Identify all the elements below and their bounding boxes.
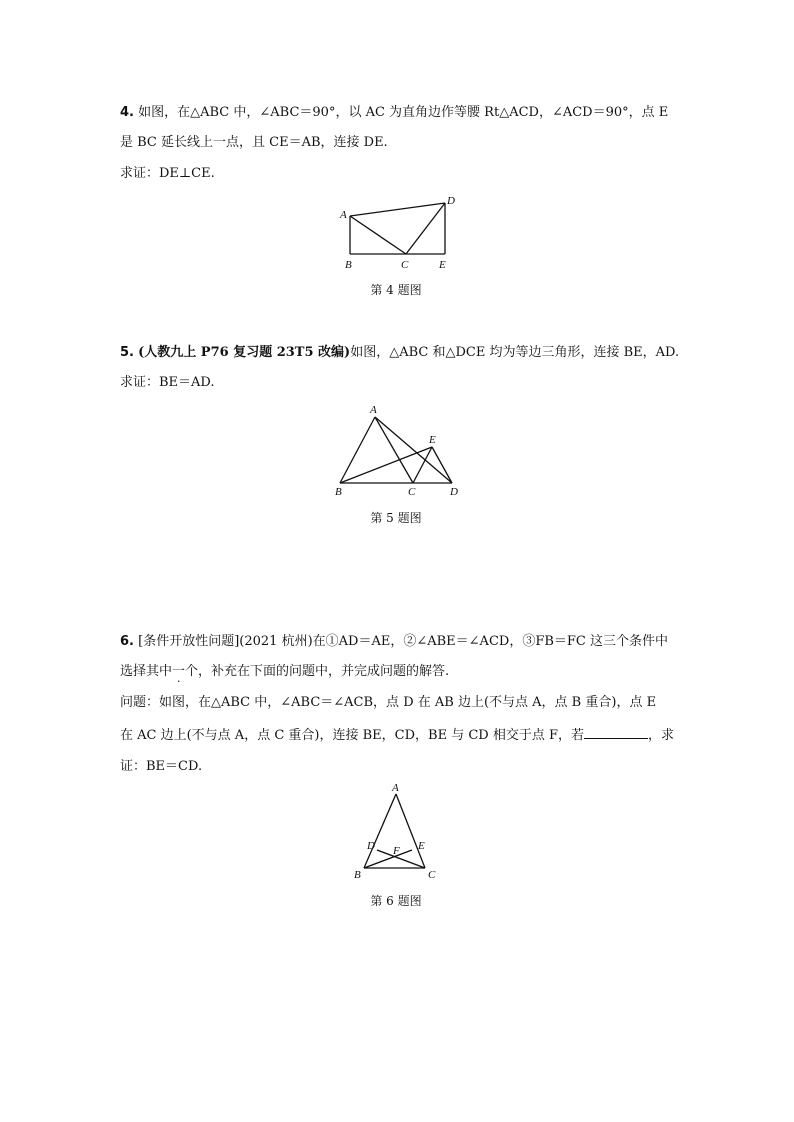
q5-number: 5. xyxy=(120,345,134,360)
q6-source: (2021 杭州) xyxy=(239,634,313,649)
q5-segment-AB xyxy=(340,417,375,483)
q6-number: 6. xyxy=(120,634,134,649)
q6-line2-end: ，补充在下面的问题中，并完成问题的解答. xyxy=(198,664,450,679)
q6-label-E: E xyxy=(418,840,425,852)
q6-caption: 第 6 题图 xyxy=(370,894,422,908)
q4-label-D: D xyxy=(447,195,455,207)
q4-segment-AD xyxy=(350,203,445,216)
q6-line4-start: 在 AC 边上(不与点 A，点 C 重合)，连接 BE，CD，BE 与 CD 相交于点 F，若 xyxy=(120,728,584,743)
q6-segment-CD xyxy=(377,850,425,868)
q5-text-line-1 xyxy=(120,344,690,362)
q6-text-line-1 xyxy=(120,633,690,651)
q4-caption: 第 4 题图 xyxy=(370,283,422,297)
q6-line2-start: 选择其中 xyxy=(120,664,173,679)
q4-number: 4. xyxy=(120,105,134,120)
q4-label-B: B xyxy=(345,259,352,271)
q5-label-A: A xyxy=(370,404,377,416)
q6-line4-end: ，求 xyxy=(647,728,674,743)
q5-prove-line: 求证：BE＝AD. xyxy=(120,375,215,390)
q6-text-line-2 xyxy=(120,663,690,681)
q6-label-C: C xyxy=(428,869,436,881)
q4-label-A: A xyxy=(340,209,347,221)
q4-text-line-1 xyxy=(120,104,690,122)
q4-text-line-2: 是 BC 延长线上一点，且 CE＝AB，连接 DE. xyxy=(120,135,388,150)
q6-text-line-5: 证：BE＝CD. xyxy=(120,759,203,774)
q5-label-C: C xyxy=(408,486,416,498)
q6-text-line-3: 问题：如图，在△ABC 中，∠ABC＝∠ACB，点 D 在 AB 边上(不与点 A，点 B 重合)，点 E xyxy=(120,695,657,710)
q6-figure xyxy=(348,780,448,884)
q4-segment-AC xyxy=(350,216,406,254)
q4-statement: 如图，在△ABC 中，∠ABC＝90°，以 AC 为直角边作等腰 Rt△ACD，∠ACD＝90°，点 E xyxy=(138,105,669,120)
q5-label-B: B xyxy=(335,486,342,498)
q6-text-line-4 xyxy=(120,726,690,745)
q4-figure xyxy=(336,192,466,276)
q6-answer-blank[interactable] xyxy=(584,726,648,739)
q6-statement: 在①AD＝AE，②∠ABE＝∠ACD，③FB＝FC 这三个条件中 xyxy=(312,634,668,649)
q6-label-A: A xyxy=(392,782,399,794)
q5-figure xyxy=(330,400,470,500)
q5-label-E: E xyxy=(429,434,436,446)
q4-label-E: E xyxy=(439,259,446,271)
q5-statement: 如图，△ABC 和△DCE 均为等边三角形，连接 BE，AD. xyxy=(350,345,680,360)
q5-caption: 第 5 题图 xyxy=(370,511,422,525)
q5-segment-AC xyxy=(375,417,413,483)
q6-label-B: B xyxy=(354,869,361,881)
q4-prove-line: 求证：DE⊥CE. xyxy=(120,166,215,181)
q5-segment-AD xyxy=(375,417,452,483)
q5-segment-BE xyxy=(340,447,432,483)
q6-segment-AC xyxy=(396,794,425,868)
q5-source: (人教九上 P76 复习题 23T5 改编) xyxy=(138,345,351,360)
q6-segment-AB xyxy=(364,794,396,868)
q4-segment-CD xyxy=(406,203,445,254)
q6-label-F: F xyxy=(393,845,400,857)
q6-label-D: D xyxy=(367,840,375,852)
q6-tag: [条件开放性问题] xyxy=(138,634,240,649)
q6-emphasis-one: 一个 xyxy=(172,664,199,679)
q5-label-D: D xyxy=(450,486,458,498)
q4-label-C: C xyxy=(401,259,409,271)
q5-segment-DE xyxy=(432,447,452,483)
